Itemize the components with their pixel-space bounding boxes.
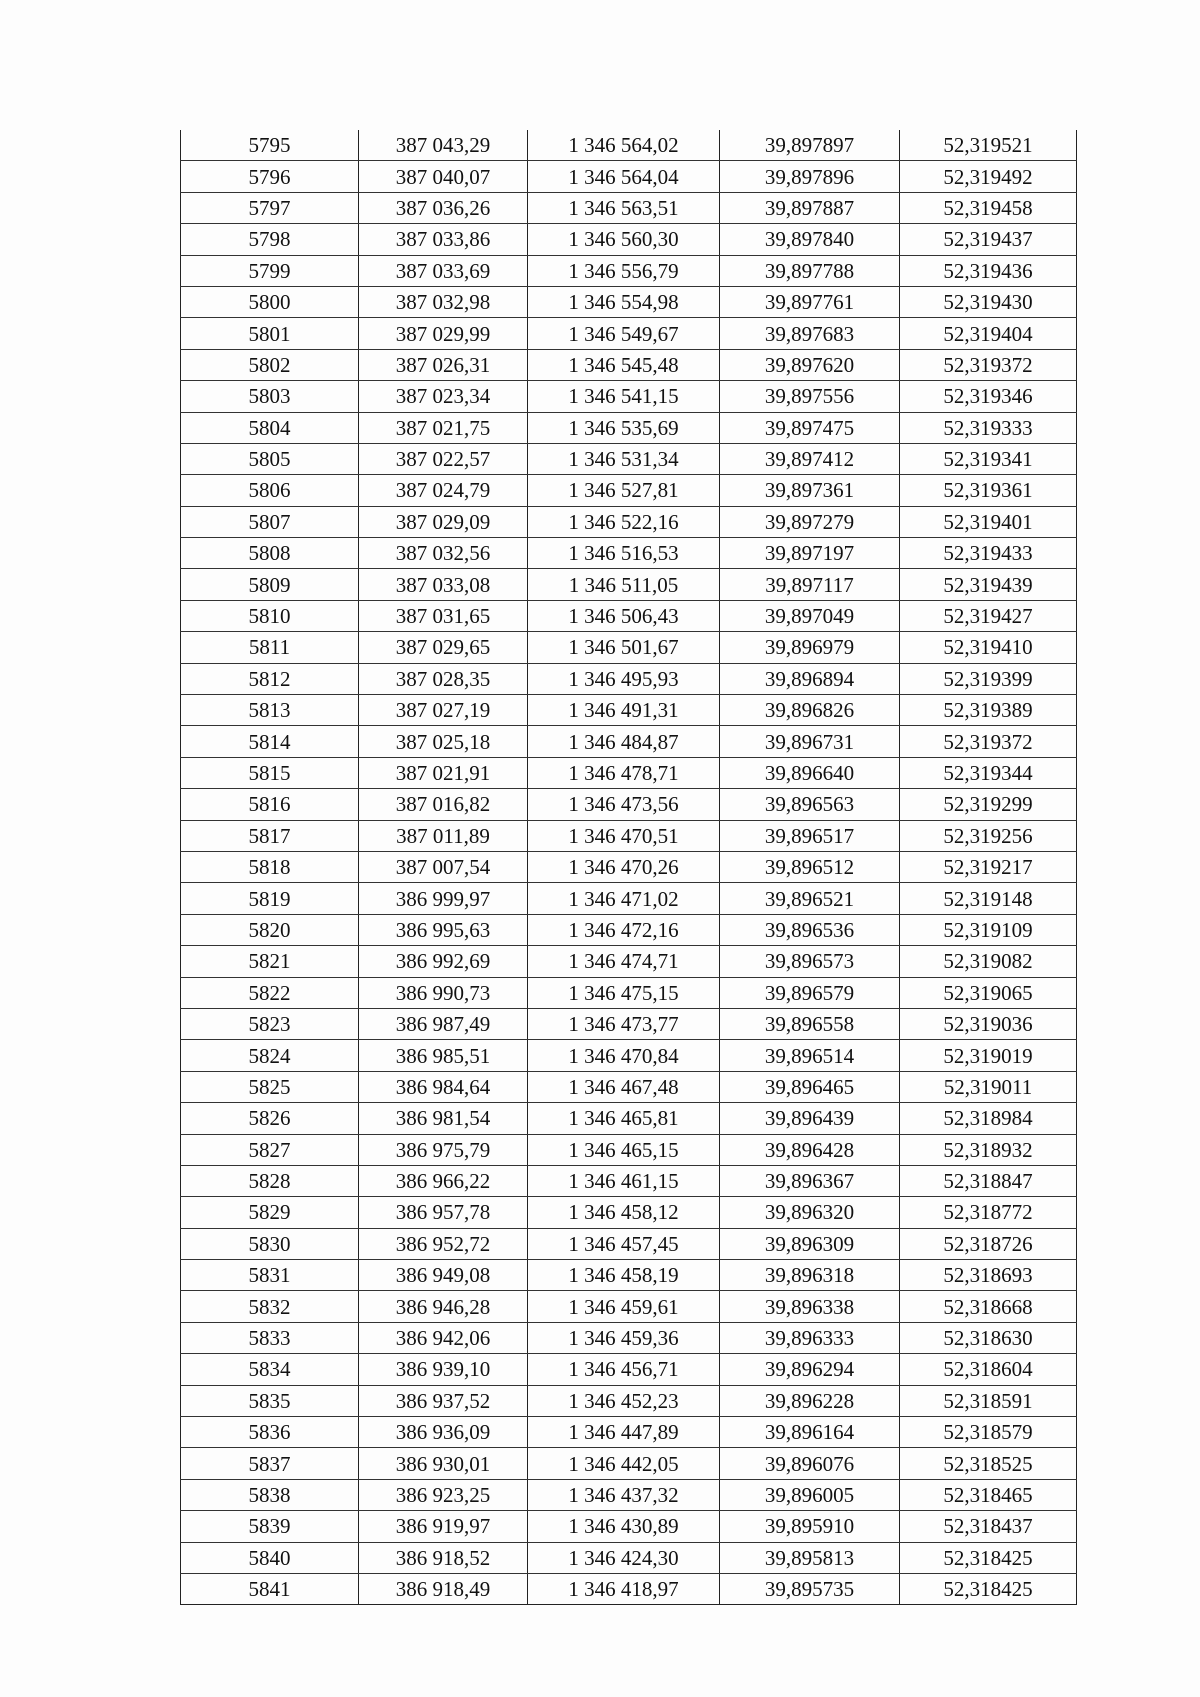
longitude-cell: 52,319344 bbox=[900, 757, 1077, 788]
point-number-cell: 5815 bbox=[181, 757, 359, 788]
y-coordinate-cell: 1 346 516,53 bbox=[528, 538, 720, 569]
y-coordinate-cell: 1 346 527,81 bbox=[528, 475, 720, 506]
longitude-cell: 52,318579 bbox=[900, 1417, 1077, 1448]
longitude-cell: 52,319437 bbox=[900, 224, 1077, 255]
point-number-cell: 5835 bbox=[181, 1385, 359, 1416]
y-coordinate-cell: 1 346 437,32 bbox=[528, 1479, 720, 1510]
x-coordinate-cell: 387 031,65 bbox=[359, 600, 528, 631]
point-number-cell: 5814 bbox=[181, 726, 359, 757]
longitude-cell: 52,318772 bbox=[900, 1197, 1077, 1228]
point-number-cell: 5804 bbox=[181, 412, 359, 443]
latitude-cell: 39,897556 bbox=[720, 381, 900, 412]
x-coordinate-cell: 386 919,97 bbox=[359, 1511, 528, 1542]
point-number-cell: 5823 bbox=[181, 1008, 359, 1039]
x-coordinate-cell: 387 021,75 bbox=[359, 412, 528, 443]
point-number-cell: 5797 bbox=[181, 192, 359, 223]
table-row bbox=[181, 443, 1077, 474]
table-row bbox=[181, 1291, 1077, 1322]
y-coordinate-cell: 1 346 531,34 bbox=[528, 443, 720, 474]
latitude-cell: 39,897197 bbox=[720, 538, 900, 569]
y-coordinate-cell: 1 346 564,04 bbox=[528, 161, 720, 192]
table-row bbox=[181, 475, 1077, 506]
y-coordinate-cell: 1 346 522,16 bbox=[528, 506, 720, 537]
point-number-cell: 5805 bbox=[181, 443, 359, 474]
point-number-cell: 5830 bbox=[181, 1228, 359, 1259]
table-row bbox=[181, 255, 1077, 286]
point-number-cell: 5807 bbox=[181, 506, 359, 537]
point-number-cell: 5817 bbox=[181, 820, 359, 851]
point-number-cell: 5799 bbox=[181, 255, 359, 286]
latitude-cell: 39,895910 bbox=[720, 1511, 900, 1542]
x-coordinate-cell: 387 022,57 bbox=[359, 443, 528, 474]
longitude-cell: 52,319341 bbox=[900, 443, 1077, 474]
y-coordinate-cell: 1 346 430,89 bbox=[528, 1511, 720, 1542]
longitude-cell: 52,319436 bbox=[900, 255, 1077, 286]
point-number-cell: 5836 bbox=[181, 1417, 359, 1448]
latitude-cell: 39,897887 bbox=[720, 192, 900, 223]
x-coordinate-cell: 386 985,51 bbox=[359, 1040, 528, 1071]
latitude-cell: 39,896558 bbox=[720, 1008, 900, 1039]
latitude-cell: 39,896826 bbox=[720, 695, 900, 726]
x-coordinate-cell: 386 999,97 bbox=[359, 883, 528, 914]
point-number-cell: 5809 bbox=[181, 569, 359, 600]
y-coordinate-cell: 1 346 459,61 bbox=[528, 1291, 720, 1322]
latitude-cell: 39,896573 bbox=[720, 946, 900, 977]
table-row bbox=[181, 286, 1077, 317]
longitude-cell: 52,319299 bbox=[900, 789, 1077, 820]
latitude-cell: 39,897896 bbox=[720, 161, 900, 192]
y-coordinate-cell: 1 346 545,48 bbox=[528, 349, 720, 380]
y-coordinate-cell: 1 346 452,23 bbox=[528, 1385, 720, 1416]
x-coordinate-cell: 387 029,09 bbox=[359, 506, 528, 537]
table-row bbox=[181, 1071, 1077, 1102]
table-row bbox=[181, 1511, 1077, 1542]
table-row bbox=[181, 851, 1077, 882]
table-row bbox=[181, 569, 1077, 600]
y-coordinate-cell: 1 346 564,02 bbox=[528, 130, 720, 161]
y-coordinate-cell: 1 346 511,05 bbox=[528, 569, 720, 600]
coordinates-table-body bbox=[181, 130, 1077, 1605]
latitude-cell: 39,896465 bbox=[720, 1071, 900, 1102]
table-row bbox=[181, 820, 1077, 851]
y-coordinate-cell: 1 346 470,51 bbox=[528, 820, 720, 851]
table-row bbox=[181, 946, 1077, 977]
y-coordinate-cell: 1 346 424,30 bbox=[528, 1542, 720, 1573]
point-number-cell: 5832 bbox=[181, 1291, 359, 1322]
latitude-cell: 39,896894 bbox=[720, 663, 900, 694]
y-coordinate-cell: 1 346 541,15 bbox=[528, 381, 720, 412]
x-coordinate-cell: 387 023,34 bbox=[359, 381, 528, 412]
latitude-cell: 39,897117 bbox=[720, 569, 900, 600]
latitude-cell: 39,897279 bbox=[720, 506, 900, 537]
table-row bbox=[181, 538, 1077, 569]
point-number-cell: 5821 bbox=[181, 946, 359, 977]
longitude-cell: 52,319372 bbox=[900, 726, 1077, 757]
longitude-cell: 52,319217 bbox=[900, 851, 1077, 882]
longitude-cell: 52,319109 bbox=[900, 914, 1077, 945]
table-row bbox=[181, 726, 1077, 757]
latitude-cell: 39,895813 bbox=[720, 1542, 900, 1573]
point-number-cell: 5801 bbox=[181, 318, 359, 349]
latitude-cell: 39,896428 bbox=[720, 1134, 900, 1165]
y-coordinate-cell: 1 346 458,19 bbox=[528, 1260, 720, 1291]
point-number-cell: 5798 bbox=[181, 224, 359, 255]
point-number-cell: 5816 bbox=[181, 789, 359, 820]
x-coordinate-cell: 387 032,56 bbox=[359, 538, 528, 569]
point-number-cell: 5796 bbox=[181, 161, 359, 192]
longitude-cell: 52,319401 bbox=[900, 506, 1077, 537]
x-coordinate-cell: 386 923,25 bbox=[359, 1479, 528, 1510]
table-row bbox=[181, 1479, 1077, 1510]
x-coordinate-cell: 386 995,63 bbox=[359, 914, 528, 945]
point-number-cell: 5811 bbox=[181, 632, 359, 663]
longitude-cell: 52,318984 bbox=[900, 1103, 1077, 1134]
table-row bbox=[181, 1385, 1077, 1416]
latitude-cell: 39,897049 bbox=[720, 600, 900, 631]
y-coordinate-cell: 1 346 473,77 bbox=[528, 1008, 720, 1039]
latitude-cell: 39,896514 bbox=[720, 1040, 900, 1071]
point-number-cell: 5803 bbox=[181, 381, 359, 412]
point-number-cell: 5831 bbox=[181, 1260, 359, 1291]
y-coordinate-cell: 1 346 495,93 bbox=[528, 663, 720, 694]
y-coordinate-cell: 1 346 484,87 bbox=[528, 726, 720, 757]
x-coordinate-cell: 386 990,73 bbox=[359, 977, 528, 1008]
point-number-cell: 5833 bbox=[181, 1322, 359, 1353]
latitude-cell: 39,896076 bbox=[720, 1448, 900, 1479]
y-coordinate-cell: 1 346 473,56 bbox=[528, 789, 720, 820]
x-coordinate-cell: 386 992,69 bbox=[359, 946, 528, 977]
latitude-cell: 39,896294 bbox=[720, 1354, 900, 1385]
x-coordinate-cell: 386 987,49 bbox=[359, 1008, 528, 1039]
y-coordinate-cell: 1 346 447,89 bbox=[528, 1417, 720, 1448]
point-number-cell: 5819 bbox=[181, 883, 359, 914]
latitude-cell: 39,896318 bbox=[720, 1260, 900, 1291]
table-row bbox=[181, 130, 1077, 161]
latitude-cell: 39,895735 bbox=[720, 1573, 900, 1604]
x-coordinate-cell: 386 918,52 bbox=[359, 1542, 528, 1573]
x-coordinate-cell: 387 040,07 bbox=[359, 161, 528, 192]
point-number-cell: 5813 bbox=[181, 695, 359, 726]
x-coordinate-cell: 386 957,78 bbox=[359, 1197, 528, 1228]
latitude-cell: 39,896164 bbox=[720, 1417, 900, 1448]
x-coordinate-cell: 386 918,49 bbox=[359, 1573, 528, 1604]
table-row bbox=[181, 1260, 1077, 1291]
table-row bbox=[181, 695, 1077, 726]
longitude-cell: 52,318693 bbox=[900, 1260, 1077, 1291]
latitude-cell: 39,896512 bbox=[720, 851, 900, 882]
x-coordinate-cell: 386 942,06 bbox=[359, 1322, 528, 1353]
x-coordinate-cell: 386 937,52 bbox=[359, 1385, 528, 1416]
latitude-cell: 39,896320 bbox=[720, 1197, 900, 1228]
latitude-cell: 39,896517 bbox=[720, 820, 900, 851]
longitude-cell: 52,319430 bbox=[900, 286, 1077, 317]
y-coordinate-cell: 1 346 465,15 bbox=[528, 1134, 720, 1165]
table-row bbox=[181, 1165, 1077, 1196]
longitude-cell: 52,319148 bbox=[900, 883, 1077, 914]
x-coordinate-cell: 387 033,86 bbox=[359, 224, 528, 255]
latitude-cell: 39,897475 bbox=[720, 412, 900, 443]
x-coordinate-cell: 387 032,98 bbox=[359, 286, 528, 317]
y-coordinate-cell: 1 346 458,12 bbox=[528, 1197, 720, 1228]
x-coordinate-cell: 386 984,64 bbox=[359, 1071, 528, 1102]
table-row bbox=[181, 349, 1077, 380]
y-coordinate-cell: 1 346 442,05 bbox=[528, 1448, 720, 1479]
latitude-cell: 39,896521 bbox=[720, 883, 900, 914]
longitude-cell: 52,318630 bbox=[900, 1322, 1077, 1353]
y-coordinate-cell: 1 346 467,48 bbox=[528, 1071, 720, 1102]
longitude-cell: 52,319492 bbox=[900, 161, 1077, 192]
latitude-cell: 39,896338 bbox=[720, 1291, 900, 1322]
y-coordinate-cell: 1 346 506,43 bbox=[528, 600, 720, 631]
point-number-cell: 5822 bbox=[181, 977, 359, 1008]
y-coordinate-cell: 1 346 470,84 bbox=[528, 1040, 720, 1071]
latitude-cell: 39,896367 bbox=[720, 1165, 900, 1196]
x-coordinate-cell: 387 016,82 bbox=[359, 789, 528, 820]
latitude-cell: 39,896731 bbox=[720, 726, 900, 757]
table-row bbox=[181, 1417, 1077, 1448]
point-number-cell: 5837 bbox=[181, 1448, 359, 1479]
x-coordinate-cell: 387 026,31 bbox=[359, 349, 528, 380]
point-number-cell: 5800 bbox=[181, 286, 359, 317]
table-row bbox=[181, 1134, 1077, 1165]
x-coordinate-cell: 387 036,26 bbox=[359, 192, 528, 223]
y-coordinate-cell: 1 346 470,26 bbox=[528, 851, 720, 882]
table-row bbox=[181, 1573, 1077, 1604]
latitude-cell: 39,896309 bbox=[720, 1228, 900, 1259]
longitude-cell: 52,319082 bbox=[900, 946, 1077, 977]
latitude-cell: 39,897788 bbox=[720, 255, 900, 286]
x-coordinate-cell: 386 952,72 bbox=[359, 1228, 528, 1259]
longitude-cell: 52,318525 bbox=[900, 1448, 1077, 1479]
x-coordinate-cell: 387 028,35 bbox=[359, 663, 528, 694]
latitude-cell: 39,897897 bbox=[720, 130, 900, 161]
x-coordinate-cell: 387 007,54 bbox=[359, 851, 528, 882]
longitude-cell: 52,319439 bbox=[900, 569, 1077, 600]
x-coordinate-cell: 387 021,91 bbox=[359, 757, 528, 788]
latitude-cell: 39,897412 bbox=[720, 443, 900, 474]
longitude-cell: 52,319399 bbox=[900, 663, 1077, 694]
table-row bbox=[181, 1228, 1077, 1259]
point-number-cell: 5810 bbox=[181, 600, 359, 631]
table-row bbox=[181, 757, 1077, 788]
x-coordinate-cell: 386 981,54 bbox=[359, 1103, 528, 1134]
x-coordinate-cell: 387 029,65 bbox=[359, 632, 528, 663]
point-number-cell: 5838 bbox=[181, 1479, 359, 1510]
point-number-cell: 5841 bbox=[181, 1573, 359, 1604]
longitude-cell: 52,318437 bbox=[900, 1511, 1077, 1542]
table-row bbox=[181, 789, 1077, 820]
y-coordinate-cell: 1 346 459,36 bbox=[528, 1322, 720, 1353]
latitude-cell: 39,896228 bbox=[720, 1385, 900, 1416]
longitude-cell: 52,319521 bbox=[900, 130, 1077, 161]
table-row bbox=[181, 1197, 1077, 1228]
point-number-cell: 5808 bbox=[181, 538, 359, 569]
table-row bbox=[181, 381, 1077, 412]
longitude-cell: 52,319036 bbox=[900, 1008, 1077, 1039]
longitude-cell: 52,319410 bbox=[900, 632, 1077, 663]
latitude-cell: 39,896005 bbox=[720, 1479, 900, 1510]
table-row bbox=[181, 1008, 1077, 1039]
latitude-cell: 39,897361 bbox=[720, 475, 900, 506]
y-coordinate-cell: 1 346 560,30 bbox=[528, 224, 720, 255]
table-row bbox=[181, 318, 1077, 349]
table-row bbox=[181, 1040, 1077, 1071]
point-number-cell: 5818 bbox=[181, 851, 359, 882]
x-coordinate-cell: 387 043,29 bbox=[359, 130, 528, 161]
longitude-cell: 52,319361 bbox=[900, 475, 1077, 506]
y-coordinate-cell: 1 346 457,45 bbox=[528, 1228, 720, 1259]
longitude-cell: 52,319011 bbox=[900, 1071, 1077, 1102]
latitude-cell: 39,897761 bbox=[720, 286, 900, 317]
longitude-cell: 52,319065 bbox=[900, 977, 1077, 1008]
coordinates-table bbox=[180, 130, 1077, 1605]
point-number-cell: 5829 bbox=[181, 1197, 359, 1228]
latitude-cell: 39,896563 bbox=[720, 789, 900, 820]
y-coordinate-cell: 1 346 456,71 bbox=[528, 1354, 720, 1385]
y-coordinate-cell: 1 346 501,67 bbox=[528, 632, 720, 663]
y-coordinate-cell: 1 346 475,15 bbox=[528, 977, 720, 1008]
y-coordinate-cell: 1 346 474,71 bbox=[528, 946, 720, 977]
x-coordinate-cell: 386 949,08 bbox=[359, 1260, 528, 1291]
x-coordinate-cell: 387 027,19 bbox=[359, 695, 528, 726]
latitude-cell: 39,896536 bbox=[720, 914, 900, 945]
y-coordinate-cell: 1 346 472,16 bbox=[528, 914, 720, 945]
y-coordinate-cell: 1 346 549,67 bbox=[528, 318, 720, 349]
table-row bbox=[181, 1448, 1077, 1479]
longitude-cell: 52,318932 bbox=[900, 1134, 1077, 1165]
table-row bbox=[181, 224, 1077, 255]
latitude-cell: 39,897840 bbox=[720, 224, 900, 255]
point-number-cell: 5827 bbox=[181, 1134, 359, 1165]
longitude-cell: 52,318604 bbox=[900, 1354, 1077, 1385]
x-coordinate-cell: 387 033,08 bbox=[359, 569, 528, 600]
longitude-cell: 52,319346 bbox=[900, 381, 1077, 412]
y-coordinate-cell: 1 346 478,71 bbox=[528, 757, 720, 788]
longitude-cell: 52,319389 bbox=[900, 695, 1077, 726]
y-coordinate-cell: 1 346 535,69 bbox=[528, 412, 720, 443]
latitude-cell: 39,896439 bbox=[720, 1103, 900, 1134]
point-number-cell: 5812 bbox=[181, 663, 359, 694]
table-row bbox=[181, 412, 1077, 443]
longitude-cell: 52,319427 bbox=[900, 600, 1077, 631]
longitude-cell: 52,319256 bbox=[900, 820, 1077, 851]
x-coordinate-cell: 386 946,28 bbox=[359, 1291, 528, 1322]
x-coordinate-cell: 387 024,79 bbox=[359, 475, 528, 506]
x-coordinate-cell: 387 025,18 bbox=[359, 726, 528, 757]
table-row bbox=[181, 1103, 1077, 1134]
longitude-cell: 52,318425 bbox=[900, 1542, 1077, 1573]
x-coordinate-cell: 386 936,09 bbox=[359, 1417, 528, 1448]
latitude-cell: 39,897620 bbox=[720, 349, 900, 380]
longitude-cell: 52,318726 bbox=[900, 1228, 1077, 1259]
point-number-cell: 5802 bbox=[181, 349, 359, 380]
y-coordinate-cell: 1 346 461,15 bbox=[528, 1165, 720, 1196]
point-number-cell: 5840 bbox=[181, 1542, 359, 1573]
table-row bbox=[181, 632, 1077, 663]
longitude-cell: 52,318425 bbox=[900, 1573, 1077, 1604]
y-coordinate-cell: 1 346 563,51 bbox=[528, 192, 720, 223]
x-coordinate-cell: 387 033,69 bbox=[359, 255, 528, 286]
table-row bbox=[181, 1322, 1077, 1353]
y-coordinate-cell: 1 346 465,81 bbox=[528, 1103, 720, 1134]
latitude-cell: 39,897683 bbox=[720, 318, 900, 349]
longitude-cell: 52,319433 bbox=[900, 538, 1077, 569]
y-coordinate-cell: 1 346 491,31 bbox=[528, 695, 720, 726]
table-row bbox=[181, 506, 1077, 537]
point-number-cell: 5825 bbox=[181, 1071, 359, 1102]
y-coordinate-cell: 1 346 471,02 bbox=[528, 883, 720, 914]
table-row bbox=[181, 977, 1077, 1008]
point-number-cell: 5839 bbox=[181, 1511, 359, 1542]
latitude-cell: 39,896579 bbox=[720, 977, 900, 1008]
point-number-cell: 5824 bbox=[181, 1040, 359, 1071]
table-row bbox=[181, 883, 1077, 914]
point-number-cell: 5820 bbox=[181, 914, 359, 945]
y-coordinate-cell: 1 346 418,97 bbox=[528, 1573, 720, 1604]
table-row bbox=[181, 914, 1077, 945]
point-number-cell: 5834 bbox=[181, 1354, 359, 1385]
x-coordinate-cell: 387 011,89 bbox=[359, 820, 528, 851]
longitude-cell: 52,318465 bbox=[900, 1479, 1077, 1510]
longitude-cell: 52,319404 bbox=[900, 318, 1077, 349]
longitude-cell: 52,319372 bbox=[900, 349, 1077, 380]
longitude-cell: 52,318847 bbox=[900, 1165, 1077, 1196]
longitude-cell: 52,319019 bbox=[900, 1040, 1077, 1071]
point-number-cell: 5806 bbox=[181, 475, 359, 506]
latitude-cell: 39,896979 bbox=[720, 632, 900, 663]
table-row bbox=[181, 161, 1077, 192]
longitude-cell: 52,319458 bbox=[900, 192, 1077, 223]
x-coordinate-cell: 386 939,10 bbox=[359, 1354, 528, 1385]
point-number-cell: 5795 bbox=[181, 130, 359, 161]
latitude-cell: 39,896333 bbox=[720, 1322, 900, 1353]
longitude-cell: 52,318591 bbox=[900, 1385, 1077, 1416]
longitude-cell: 52,318668 bbox=[900, 1291, 1077, 1322]
table-row bbox=[181, 663, 1077, 694]
table-row bbox=[181, 1542, 1077, 1573]
table-row bbox=[181, 1354, 1077, 1385]
x-coordinate-cell: 387 029,99 bbox=[359, 318, 528, 349]
point-number-cell: 5828 bbox=[181, 1165, 359, 1196]
x-coordinate-cell: 386 975,79 bbox=[359, 1134, 528, 1165]
longitude-cell: 52,319333 bbox=[900, 412, 1077, 443]
x-coordinate-cell: 386 930,01 bbox=[359, 1448, 528, 1479]
y-coordinate-cell: 1 346 556,79 bbox=[528, 255, 720, 286]
table-row bbox=[181, 192, 1077, 223]
y-coordinate-cell: 1 346 554,98 bbox=[528, 286, 720, 317]
table-row bbox=[181, 600, 1077, 631]
point-number-cell: 5826 bbox=[181, 1103, 359, 1134]
x-coordinate-cell: 386 966,22 bbox=[359, 1165, 528, 1196]
latitude-cell: 39,896640 bbox=[720, 757, 900, 788]
